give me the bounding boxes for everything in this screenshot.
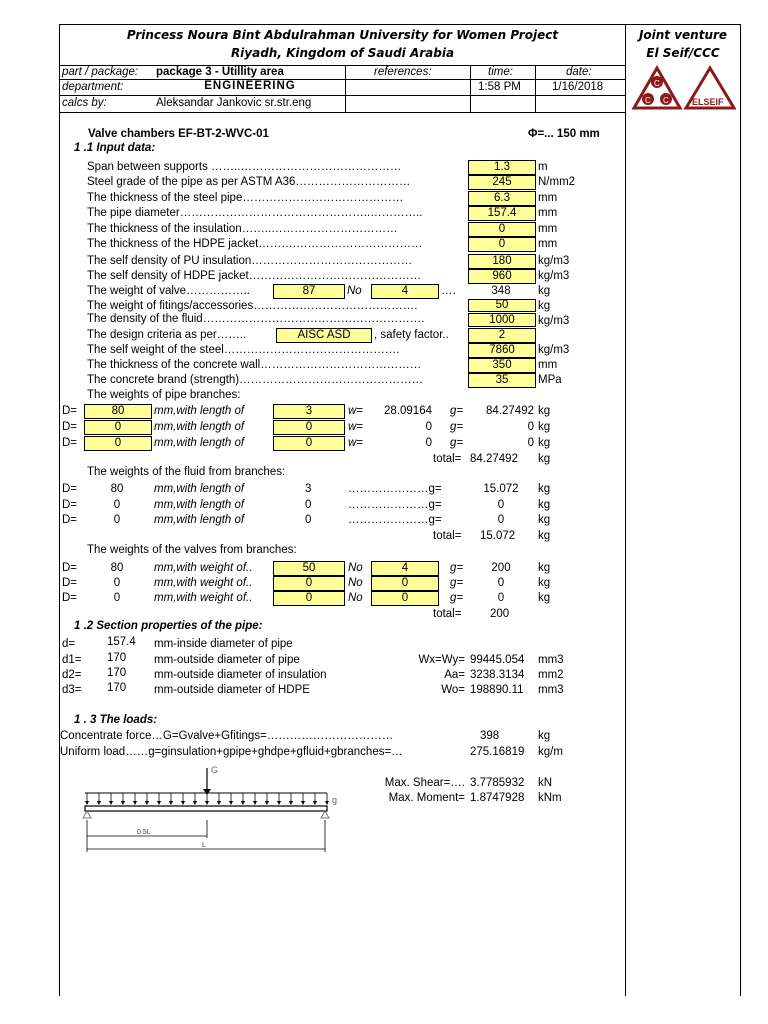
branch-g-label: g= — [450, 437, 464, 449]
steel-weight-unit: kg/m3 — [538, 344, 570, 356]
fluid-branch-dots: …………………g= — [348, 499, 442, 511]
branch-length-label: mm,with length of — [154, 421, 245, 433]
branch-d-label: D= — [62, 499, 78, 511]
concrete-brand-input[interactable]: 35 — [468, 373, 536, 388]
fluid-branches-total-label: total= — [433, 530, 462, 542]
branch-no-label: No — [348, 577, 363, 589]
pipe-branches-title: The weights of pipe branches: — [87, 389, 241, 401]
section-value: 170 — [107, 667, 127, 679]
phi-label: Φ=... 150 mm — [528, 128, 600, 140]
concrete-wall-input[interactable]: 350 — [468, 358, 536, 373]
input-row-value[interactable]: 180 — [468, 254, 536, 269]
department-value: ENGINEERING — [204, 80, 296, 92]
valve-branch-count-input[interactable]: 0 — [371, 576, 439, 591]
svg-text:g: g — [332, 795, 338, 805]
branch-d-label: D= — [62, 405, 78, 417]
pipe-branches-total-unit: kg — [538, 453, 551, 465]
branch-length-label: mm,with length of — [154, 499, 245, 511]
branch-unit: kg — [538, 405, 551, 417]
fluid-density-unit: kg/m3 — [538, 315, 570, 327]
branch-d-label: D= — [62, 421, 78, 433]
section-result-key: Wx=Wy= — [418, 654, 465, 666]
fluid-branch-diameter: 0 — [113, 514, 121, 526]
max-moment-label: Max. Moment= — [388, 792, 465, 804]
valve-branch-g: 200 — [491, 562, 511, 574]
concrete-brand-unit: MPa — [538, 374, 562, 386]
section-value: 157.4 — [107, 636, 136, 648]
input-row-unit: mm — [538, 207, 558, 219]
svg-text:C: C — [654, 79, 660, 88]
fluid-branch-diameter: 80 — [110, 483, 124, 495]
branch-length-label: mm,with length of — [154, 483, 245, 495]
input-row-label: The thickness of the HDPE jacket……….…………………………… — [87, 238, 423, 250]
steel-weight-input[interactable]: 7860 — [468, 343, 536, 358]
section-result-value: 198890.11 — [470, 684, 524, 696]
section-result-value: 99445.054 — [470, 654, 525, 666]
svg-text:ELSEIF: ELSEIF — [692, 97, 724, 107]
section-desc: mm-outside diameter of pipe — [154, 654, 300, 666]
branch-unit: kg — [538, 577, 551, 589]
section-value: 170 — [107, 652, 127, 664]
fittings-label: The weight of fitings/accessories……………………………………. — [87, 300, 418, 312]
input-row-label: The thickness of the insulation……..…………………………… — [87, 223, 398, 235]
fluid-branches-title: The weights of the fluid from branches: — [87, 466, 286, 478]
valve-unit: kg — [538, 285, 551, 297]
input-row-unit: kg/m3 — [538, 255, 570, 267]
branch-d-label: D= — [62, 562, 78, 574]
branch-w-label: w= — [348, 421, 364, 433]
valve-weight-input[interactable]: 87 — [273, 284, 345, 299]
input-row-label: The pipe diameter…………………………………………..………….. — [87, 207, 423, 219]
concentrate-force-value: 398 — [480, 730, 500, 742]
svg-text:L: L — [202, 842, 206, 849]
pipe-branches-total: 84.27492 — [470, 453, 518, 465]
valve-no-label: No — [347, 285, 362, 297]
max-shear-unit: kN — [538, 777, 553, 789]
fluid-branches-total-unit: kg — [538, 530, 551, 542]
valve-branch-weight-input[interactable]: 0 — [273, 576, 345, 591]
valve-branches-total: 200 — [490, 608, 510, 620]
pipe-branch-w: 28.09164 — [384, 405, 432, 417]
section-result-unit: mm2 — [538, 669, 564, 681]
input-row-value[interactable]: 6.3 — [468, 191, 536, 206]
date-label: date: — [566, 66, 592, 78]
uniform-load-value: 275.16819 — [470, 746, 525, 758]
input-row-label: The self density of HDPE jacket……………………………………… — [87, 270, 422, 282]
pipe-branch-diameter-input[interactable]: 0 — [84, 436, 152, 451]
input-row-value[interactable]: 1.3 — [468, 160, 536, 175]
input-row-label: The thickness of the steel pipe…………………………………… — [87, 192, 404, 204]
input-row-unit: mm — [538, 238, 558, 250]
fluid-branch-length: 0 — [305, 499, 312, 511]
input-row-unit: N/mm2 — [538, 176, 576, 188]
branch-g-label: g= — [450, 592, 464, 604]
valve-total: 348 — [491, 285, 511, 297]
branch-no-label: No — [348, 592, 363, 604]
beam-diagram — [80, 760, 350, 855]
max-shear-label: Max. Shear=…. — [384, 777, 465, 789]
section-result-unit: mm3 — [538, 654, 564, 666]
input-row-label: The self density of PU insulation…………………………………… — [87, 255, 413, 267]
fluid-branch-dots: …………………g= — [348, 514, 442, 526]
pipe-branch-length-input[interactable]: 0 — [273, 420, 345, 435]
valve-branch-diameter: 80 — [110, 562, 124, 574]
pipe-branches-total-label: total= — [433, 453, 462, 465]
section-result-key: Wo= — [441, 684, 465, 696]
branch-d-label: D= — [62, 437, 78, 449]
pipe-branch-length-input[interactable]: 0 — [273, 436, 345, 451]
part-label: part / package: — [62, 66, 139, 78]
valve-label: The weight of valve…………….. — [87, 285, 250, 297]
pipe-branch-g: 84.27492 — [486, 405, 534, 417]
svg-text:0.5L: 0.5L — [137, 829, 151, 836]
input-row-value[interactable]: 0 — [468, 237, 536, 252]
pipe-branch-length-input[interactable]: 3 — [273, 404, 345, 419]
input-row-value[interactable]: 960 — [468, 269, 536, 284]
section-1-3: 1 . 3 The loads: — [74, 714, 158, 726]
fluid-density-label: The density of the fluid…………………………………………………. — [87, 313, 425, 325]
safety-factor-label: , safety factor.. — [374, 329, 449, 341]
valve-count-input[interactable]: 4 — [371, 284, 439, 299]
fluid-branch-diameter: 0 — [113, 499, 121, 511]
max-moment-value: 1.8747928 — [470, 792, 525, 804]
max-moment-unit: kNm — [538, 792, 562, 804]
branch-weight-label: mm,with weight of.. — [154, 562, 253, 574]
concrete-wall-unit: mm — [538, 359, 558, 371]
fluid-branch-dots: …………………g= — [348, 483, 442, 495]
section-result-key: Aa= — [444, 669, 465, 681]
fittings-unit: kg — [538, 300, 551, 312]
branch-d-label: D= — [62, 577, 78, 589]
section-value: 170 — [107, 682, 127, 694]
fluid-branches-total: 15.072 — [480, 530, 516, 542]
branch-length-label: mm,with length of — [154, 437, 245, 449]
pipe-branch-w: 0 — [425, 437, 432, 449]
department-label: department: — [62, 81, 124, 93]
branch-unit: kg — [538, 514, 551, 526]
calcs-label: calcs by: — [62, 97, 107, 109]
calcs-value: Aleksandar Jankovic sr.str.eng — [156, 97, 312, 109]
input-row-unit: mm — [538, 192, 558, 204]
jv-title: Joint venture — [638, 28, 728, 42]
valve-branches-total-label: total= — [433, 608, 462, 620]
branch-w-label: w= — [348, 405, 364, 417]
valve-branch-count-input[interactable]: 4 — [371, 561, 439, 576]
section-key: d3= — [62, 684, 82, 696]
svg-text:G: G — [211, 765, 219, 775]
criteria-input[interactable]: AISC ASD — [276, 328, 372, 343]
concrete-brand-label: The concrete brand (strength)………………………………………… — [87, 374, 424, 386]
section-desc: mm-outside diameter of HDPE — [154, 684, 310, 696]
section-key: d= — [62, 638, 76, 650]
section-result-value: 3238.3134 — [470, 669, 525, 681]
branch-unit: kg — [538, 562, 551, 574]
concentrate-force-label: Concentrate force…G=Gvalve+Gfitings=…………………………… — [60, 730, 394, 742]
concentrate-force-unit: kg — [538, 730, 551, 742]
branch-length-label: mm,with length of — [154, 405, 245, 417]
input-row-value[interactable]: 245 — [468, 175, 536, 190]
valve-branch-g: 0 — [497, 577, 505, 589]
doc-title: Valve chambers EF-BT-2-WVC-01 — [88, 128, 269, 140]
input-row-unit: kg/m3 — [538, 270, 570, 282]
pipe-branch-g: 0 — [527, 421, 534, 433]
section-desc: mm-inside diameter of pipe — [154, 638, 293, 650]
branch-no-label: No — [348, 562, 363, 574]
uniform-load-label: Uniform load……g=ginsulation+gpipe+ghdpe+gfluid+gbranches=… — [60, 746, 403, 758]
valve-branch-diameter: 0 — [113, 592, 121, 604]
project-location: Riyadh, Kingdom of Saudi Arabia — [230, 46, 455, 60]
valve-branches-title: The weights of the valves from branches: — [87, 544, 297, 556]
branch-g-label: g= — [450, 577, 464, 589]
branch-d-label: D= — [62, 592, 78, 604]
valve-branch-weight-input[interactable]: 0 — [273, 591, 345, 606]
input-row-label: Steel grade of the pipe as per ASTM A36………………………… — [87, 176, 411, 188]
time-label: time: — [488, 66, 513, 78]
pipe-branch-diameter-input[interactable]: 80 — [84, 404, 152, 419]
branch-length-label: mm,with length of — [154, 514, 245, 526]
input-row-unit: m — [538, 161, 548, 173]
input-row-unit: mm — [538, 223, 558, 235]
fluid-density-input[interactable]: 1000 — [468, 313, 536, 327]
fittings-input[interactable]: 50 — [468, 299, 536, 312]
company-logo — [630, 64, 736, 112]
pipe-branch-diameter-input[interactable]: 0 — [84, 420, 152, 435]
branch-unit: kg — [538, 421, 551, 433]
valve-branch-diameter: 0 — [113, 577, 121, 589]
branch-g-label: g= — [450, 405, 464, 417]
section-desc: mm-outside diameter of insulation — [154, 669, 327, 681]
section-result-unit: mm3 — [538, 684, 564, 696]
branch-weight-label: mm,with weight of.. — [154, 577, 253, 589]
steel-weight-label: The self weight of the steel………………………………………. — [87, 344, 400, 356]
valve-branch-count-input[interactable]: 0 — [371, 591, 439, 606]
branch-w-label: w= — [348, 437, 364, 449]
date-value: 1/16/2018 — [552, 81, 604, 93]
concrete-wall-label: The thickness of the concrete wall…………………………………… — [87, 359, 422, 371]
branch-d-label: D= — [62, 514, 78, 526]
branch-unit: kg — [538, 437, 551, 449]
time-value: 1:58 PM — [478, 81, 521, 93]
criteria-label: The design criteria as per…….. — [87, 329, 247, 341]
branch-unit: kg — [538, 499, 551, 511]
fluid-branch-length: 0 — [305, 514, 312, 526]
pipe-branch-w: 0 — [425, 421, 432, 433]
input-row-label: Span between supports ……..…………………………………… — [87, 161, 402, 173]
svg-text:C: C — [645, 96, 651, 105]
branch-g-label: g= — [450, 562, 464, 574]
valve-branch-weight-input[interactable]: 50 — [273, 561, 345, 576]
valve-dots: …. — [441, 285, 456, 297]
branch-d-label: D= — [62, 483, 78, 495]
branch-unit: kg — [538, 483, 551, 495]
section-1-2: 1 .2 Section properties of the pipe: — [74, 620, 263, 632]
branch-weight-label: mm,with weight of.. — [154, 592, 253, 604]
fluid-branch-g: 0 — [497, 514, 505, 526]
fluid-branch-g: 0 — [497, 499, 505, 511]
svg-text:C: C — [663, 96, 669, 105]
jv-name: El Seif/CCC — [646, 46, 720, 60]
part-value: package 3 - Utillity area — [156, 66, 284, 78]
uniform-load-unit: kg/m — [538, 746, 563, 758]
fluid-branch-length: 3 — [305, 483, 312, 495]
section-key: d1= — [62, 654, 82, 666]
branch-g-label: g= — [450, 421, 464, 433]
valve-branch-g: 0 — [497, 592, 505, 604]
fluid-branch-g: 15.072 — [483, 483, 519, 495]
max-shear-value: 3.7785932 — [470, 777, 525, 789]
branch-unit: kg — [538, 592, 551, 604]
input-row-value[interactable]: 0 — [468, 222, 536, 237]
input-row-value[interactable]: 157.4 — [468, 206, 536, 221]
pipe-branch-g: 0 — [527, 437, 534, 449]
section-key: d2= — [62, 669, 82, 681]
section-1-1: 1 .1 Input data: — [74, 142, 156, 154]
references-label: references: — [374, 66, 432, 78]
safety-factor-input[interactable]: 2 — [468, 328, 536, 343]
project-title: Princess Noura Bint Abdulrahman University for Women Project — [126, 28, 559, 42]
